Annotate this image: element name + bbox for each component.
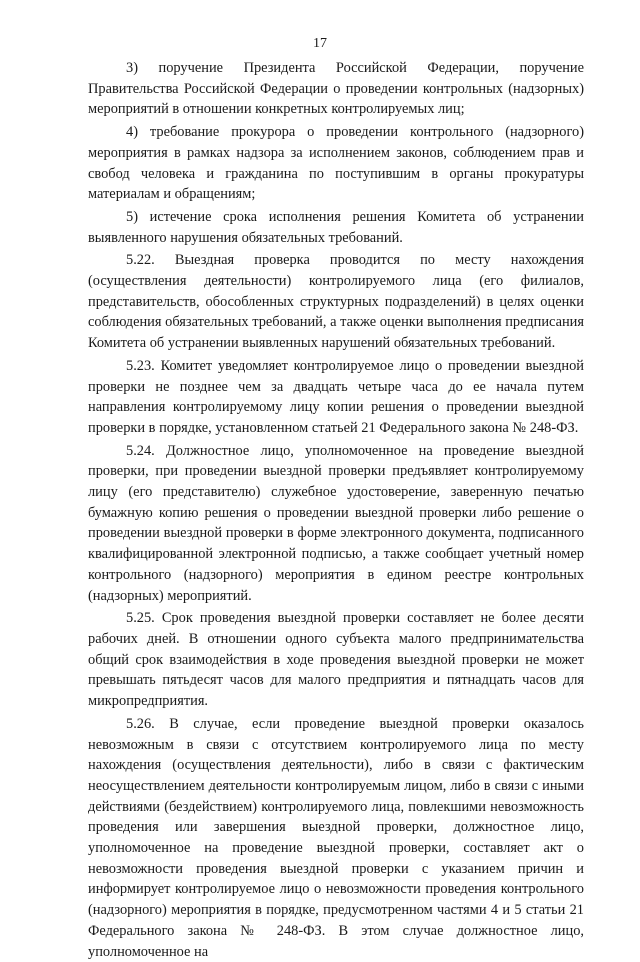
paragraph-5-22: 5.22. Выездная проверка проводится по месту нахождения (осуществления деятельности) контролируемого лица (его филиалов, представительств, обособленных структурных подразделений) в целях оценки соблюдения обязательных требований, а также оценки выполнения предписания Комитета об устранении выявленных нарушений обязательных требований. [88,252,584,352]
paragraph-5-24: 5.24. Должностное лицо, уполномоченное на проведение выездной проверки, при проведении выездной проверки предъявляет контролируемому лицу (его представителю) служебное удостоверение, заверенную печатью бумажную копию решения о проведении выездной проверки либо решение о проведении выездной проверки в форме электронного документа, подписанного квалифицированной электронной подписью, а также сообщает учетный номер контрольного (надзорного) мероприятия в едином реестре контрольных (надзорных) мероприятий. [88,442,584,604]
paragraph-item-4: 4) требование прокурора о проведении контрольного (надзорного) мероприятия в рамках надзора за исполнением законов, соблюдением прав и свобод человека и гражданина по поступившим в органы прокуратуры материалам и обращениям; [88,124,584,203]
document-body [88,58,584,962]
paragraph-item-5: 5) истечение срока исполнения решения Комитета об устранении выявленного нарушения обязательных требований. [88,208,584,246]
paragraph-5-26: 5.26. В случае, если проведение выездной проверки оказалось невозможным в связи с отсутствием контролируемого лица по месту нахождения (осуществления деятельности), либо в связи с фактическим неосуществлением деятельности контролируемым лицом, либо в связи с иными действиями (бездействием) контролируемого лица, повлекшими невозможность проведения или завершения выездной проверки, должностное лицо, уполномоченное на проведение выездной проверки, составляет акт о невозможности проведения выездной проверки с указанием причин и информирует контролируемое лицо о невозможности проведения контрольного (надзорного) мероприятия в порядке, предусмотренном частями 4 и 5 статьи 21 Федерального закона № 248-ФЗ. В этом случае должностное лицо, уполномоченное на [88,715,584,960]
page-number: 17 [313,36,327,51]
paragraph-5-23: 5.23. Комитет уведомляет контролируемое лицо о проведении выездной проверки не позднее чем за двадцать четыре часа до ее начала путем направления контролируемому лицу копии решения о проведении выездной проверки в порядке, установленном статьей 21 Федерального закона № 248-ФЗ. [88,357,584,436]
paragraph-item-3: 3) поручение Президента Российской Федерации, поручение Правительства Российской Федерации о проведении контрольных (надзорных) мероприятий в отношении конкретных контролируемых лиц; [88,60,584,118]
paragraph-5-25: 5.25. Срок проведения выездной проверки составляет не более десяти рабочих дней. В отношении одного субъекта малого предпринимательства общий срок взаимодействия в ходе проведения выездной проверки не может превышать пятьдесят часов для малого предприятия и пятнадцать часов для микропредприятия. [88,610,584,710]
